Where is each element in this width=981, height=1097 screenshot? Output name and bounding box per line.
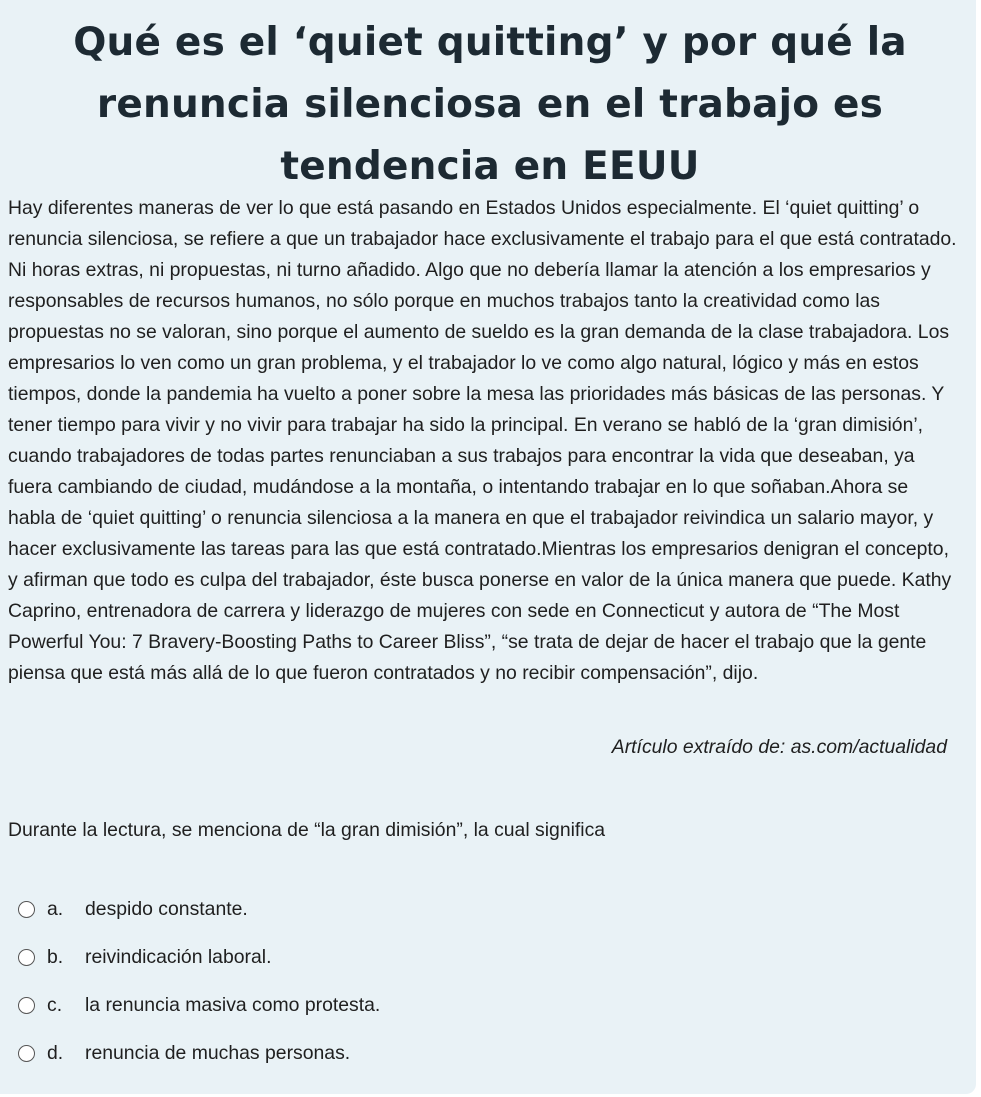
option-text: la renuncia masiva como protesta. [85,993,381,1016]
option-b[interactable] [18,933,380,981]
radio-button-d[interactable] [18,1045,35,1062]
radio-button-b[interactable] [18,949,35,966]
article-body: Hay diferentes maneras de ver lo que está pasando en Estados Unidos especialmente. El ‘quiet quitting’ o renuncia silenciosa, se refiere a que un trabajador hace exclusivamente el trabajo para el que está contratado. Ni horas extras, ni propuestas, ni turno añadido. Algo que no debería llamar la atención a los empresarios y responsables de recursos humanos, no sólo porque en muchos trabajos tanto la creatividad como las propuestas no se valoran, sino porque el aumento de sueldo es la gran demanda de la clase trabajadora. Los empresarios lo ven como un gran problema, y el trabajador lo ve como algo natural, lógico y más en estos tiempos, donde la pandemia ha vuelto a poner sobre la mesa las prioridades más básicas de las personas. Y tener tiempo para vivir y no vivir para trabajar ha sido la principal. En verano se habló de la ‘gran dimisión’, cuando trabajadores de todas partes renunciaban a sus trabajos para encontrar la vida que deseaban, ya fuera cambiando de ciudad, mudándose a la montaña, o intentando trabajar en lo que soñaban.Ahora se habla de ‘quiet quitting’ o renuncia silenciosa a la manera en que el trabajador reivindica un salario mayor, y hacer exclusivamente las tareas para las que está contratado.Mientras los empresarios denigran el concepto, y afirman que todo es culpa del trabajador, éste busca ponerse en valor de la única manera que puede. Kathy Caprino, entrenadora de carrera y liderazgo de mujeres con sede en Connecticut y autora de “The Most Powerful You: 7 Bravery-Boosting Paths to Career Bliss”, “se trata de dejar de hacer el trabajo que la gente piensa que está más allá de lo que fueron contratados y no recibir compensación”, dijo. [8,197,957,684]
article-title: Qué es el ‘quiet quitting’ y por qué la renuncia silenciosa en el trabajo es tendencia en EEUU [73,20,907,189]
answer-options [18,885,380,1077]
radio-button-a[interactable] [18,901,35,918]
radio-button-c[interactable] [18,997,35,1014]
option-letter: b. [47,945,64,968]
article-source: Artículo extraído de: as.com/actualidad [611,736,947,758]
option-letter: a. [47,897,64,920]
option-text: reivindicación laboral. [85,945,272,968]
option-d[interactable] [18,1029,380,1077]
option-letter: d. [47,1041,64,1064]
option-text: renuncia de muchas personas. [85,1041,351,1064]
option-letter: c. [47,993,63,1016]
option-c[interactable] [18,981,380,1029]
quiz-question: Durante la lectura, se menciona de “la gran dimisión”, la cual significa [8,819,606,841]
option-text: despido constante. [85,897,248,920]
option-a[interactable] [18,885,380,933]
